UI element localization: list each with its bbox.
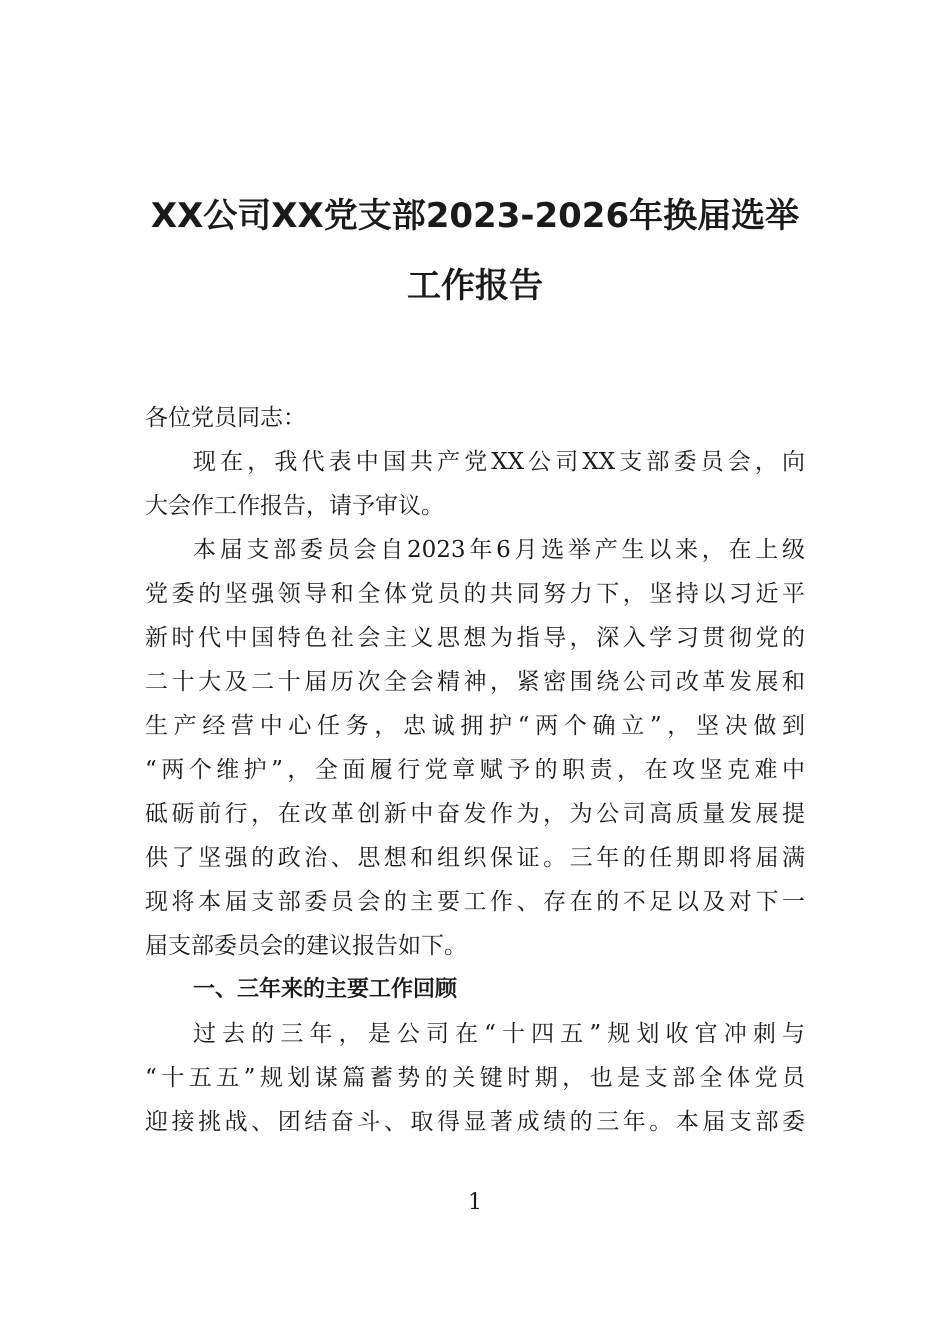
paragraph-line: 现在，我代表中国共产党XX公司XX支部委员会，向 (193, 449, 805, 475)
paragraph-line: “十五五”规划谋篇蓄势的关键时期，也是支部全体党员 (145, 1065, 805, 1091)
paragraph-line: 二十大及二十届历次全会精神，紧密围绕公司改革发展和 (145, 669, 805, 695)
paragraph-line: 迎接挑战、团结奋斗、取得显著成绩的三年。本届支部委 (145, 1109, 805, 1135)
paragraph-line: 生产经营中心任务，忠诚拥护“两个确立”，坚决做到 (145, 713, 805, 739)
paragraph-line: 党委的坚强领导和全体党员的共同努力下，坚持以习近平 (145, 581, 805, 607)
paragraph-line: 本届支部委员会自2023年6月选举产生以来，在上级 (193, 537, 805, 563)
paragraph-line: 现将本届支部委员会的主要工作、存在的不足以及对下一 (145, 889, 805, 915)
paragraph-line: 过去的三年，是公司在“十四五”规划收官冲刺与 (193, 1021, 805, 1047)
paragraph-line: 届支部委员会的建议报告如下。 (145, 933, 467, 959)
document-title-line-1: XX公司XX党支部2023-2026年换届选举 (150, 196, 800, 236)
paragraph-line: “两个维护”，全面履行党章赋予的职责，在攻坚克难中 (145, 757, 805, 783)
paragraph-line: 大会作工作报告，请予审议。 (145, 493, 444, 519)
paragraph-line: 新时代中国特色社会主义思想为指导，深入学习贯彻党的 (145, 625, 805, 651)
paragraph-line: 供了坚强的政治、思想和组织保证。三年的任期即将届满 (145, 845, 805, 871)
document-title-line-2: 工作报告 (407, 266, 543, 306)
page-number: 1 (468, 1190, 482, 1215)
section-heading: 一、三年来的主要工作回顾 (193, 977, 458, 1002)
paragraph-line: 砥砺前行，在改革创新中奋发作为，为公司高质量发展提 (145, 801, 805, 827)
salutation: 各位党员同志： (145, 405, 306, 431)
